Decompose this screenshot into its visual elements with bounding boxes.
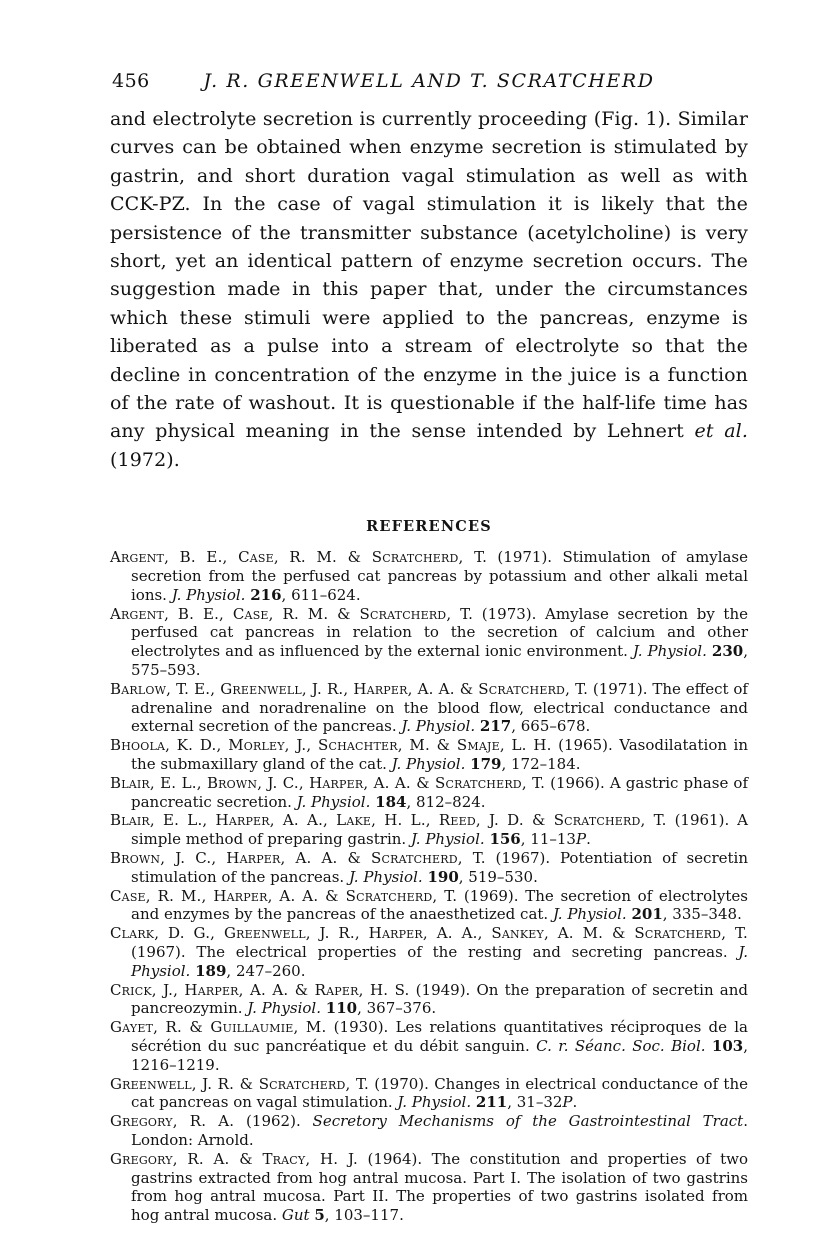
running-head	[110, 68, 748, 94]
text-segment: , 367–376.	[357, 999, 437, 1018]
text-segment: J. Physiol.	[410, 830, 485, 849]
text-segment: J. Physiol.	[296, 792, 371, 811]
text-segment: J. Physiol.	[391, 755, 466, 774]
page-number: 456	[112, 70, 150, 92]
reference-item	[110, 849, 748, 887]
text-segment: 190	[427, 867, 459, 886]
reference-item	[110, 811, 748, 849]
text-segment: Clark, D. G., Greenwell, J. R., Harper, A. A., Sankey, A. M. & Scratcherd, T.	[110, 924, 748, 943]
text-segment: .	[586, 830, 591, 849]
reference-item	[110, 924, 748, 980]
text-segment: Argent, B. E., Case, R. M. & Scratcherd, T.	[110, 604, 474, 623]
reference-item	[110, 736, 748, 774]
text-segment: Secretory Mechanisms of the Gastrointestinal Tract	[312, 1112, 744, 1131]
text-segment: J. Physiol.	[247, 999, 321, 1018]
text-segment: 5	[314, 1206, 325, 1225]
reference-item	[110, 887, 748, 925]
text-segment: and electrolyte secretion is currently proceeding (Fig. 1). Similar curves can be obtained when enzyme secretion is stimulated by gastrin, and short duration vagal stimulation as well as with CCK-PZ. In the case of vagal stimulation it is likely that the persistence of the transmitter substance (acetylcholine) is very short, yet an identical pattern of enzyme secretion occurs. The suggestion made in this paper that, under the circumstances which these stimuli were applied to the pancreas, enzyme is liberated as a pulse into a stream of electrolyte so that the decline in concentration of the enzyme in the juice is a function of the rate of washout. It is questionable if the half-life time has any physical meaning in the sense intended by Lehnert	[110, 108, 748, 443]
body-paragraph	[110, 105, 748, 474]
text-segment: 156	[489, 830, 521, 849]
text-segment: .	[572, 1093, 578, 1112]
text-segment: (1971). Stimulation of amylase secretion from the perfused cat pancreas by potassium and other alkali metal ions.	[131, 548, 749, 604]
text-segment: (1967). Potentiation of secretin stimulation of the pancreas.	[131, 849, 748, 886]
text-segment: , 31–32	[507, 1093, 563, 1112]
text-segment: (1966). A gastric phase of pancreatic secretion.	[131, 773, 748, 811]
text-segment: 179	[470, 755, 502, 774]
text-segment: 201	[631, 905, 663, 924]
text-segment: Blair, E. L., Harper, A. A., Lake, H. L., Reed, J. D. & Scratcherd, T.	[110, 811, 667, 830]
text-segment: J. Physiol.	[401, 717, 476, 736]
text-segment: 216	[250, 585, 282, 604]
text-segment: (1973). Amylase secretion by the perfused cat pancreas in relation to the secretion of calcium and other electrolytes and as influenced by the external ionic environment.	[131, 604, 748, 661]
text-segment: 211	[475, 1093, 508, 1112]
text-segment: (1967). The electrical properties of the resting and secreting pancreas.	[131, 943, 739, 962]
reference-item	[110, 680, 748, 736]
text-segment: Brown, J. C., Harper, A. A. & Scratcherd, T.	[110, 849, 486, 868]
text-segment: . London: Arnold.	[131, 1112, 748, 1149]
text-segment: Crick, J., Harper, A. A. & Raper, H. S.	[110, 980, 410, 999]
text-segment: J. Physiol.	[131, 943, 748, 980]
text-segment: Gregory, R. A.	[110, 1112, 235, 1131]
text-segment: (1972).	[110, 448, 180, 471]
reference-item	[110, 1112, 748, 1150]
text-segment: P	[562, 1093, 573, 1112]
text-segment: (1970). Changes in electrical conductance of the cat pancreas on vagal stimulation.	[131, 1074, 748, 1112]
references-list	[110, 548, 748, 1225]
text-segment: J. Physiol.	[632, 642, 707, 661]
text-segment: Gut	[281, 1206, 310, 1225]
text-segment: J. Physiol.	[552, 905, 627, 924]
text-segment: Gregory, R. A. & Tracy, H. J.	[110, 1149, 358, 1168]
text-segment: (1961). A simple method of preparing gastrin.	[131, 811, 749, 849]
reference-item	[110, 981, 748, 1019]
text-segment: (1969). The secretion of electrolytes and enzymes by the pancreas of the anaesthetized cat.	[131, 886, 748, 924]
page-content	[110, 68, 748, 1225]
text-segment: (1930). Les relations quantitatives réciproques de la sécrétion du suc pancréatique et du débit sanguin.	[131, 1018, 748, 1055]
text-segment: 217	[479, 717, 512, 736]
text-segment: 110	[325, 999, 358, 1018]
text-segment: Barlow, T. E., Greenwell, J. R., Harper, A. A. & Scratcherd, T.	[110, 679, 589, 698]
text-segment: , 335–348.	[662, 905, 742, 924]
reference-item	[110, 1150, 748, 1225]
reference-item	[110, 605, 748, 680]
text-segment: Bhoola, K. D., Morley, J., Schachter, M. & Smaje, L. H.	[110, 736, 552, 755]
text-segment: , 575–593.	[131, 642, 748, 680]
reference-item	[110, 1018, 748, 1074]
text-segment: J. Physiol.	[171, 585, 246, 604]
text-segment: et al.	[694, 420, 748, 443]
text-segment: 189	[195, 961, 227, 980]
text-segment: (1964). The constitution and properties of two gastrins extracted from hog antral mucosa. Part I. The isolation of two gastrins from hog antral mucosa. Part II. The properties of two gastrins isolated from hog antral mucosa.	[131, 1149, 748, 1225]
text-segment: , 1216–1219.	[131, 1037, 749, 1074]
text-segment: , 103–117.	[324, 1206, 404, 1225]
text-segment: , 519–530.	[458, 867, 538, 886]
text-segment: , 812–824.	[406, 792, 486, 811]
text-segment: , 11–13	[520, 830, 576, 849]
text-segment: Blair, E. L., Brown, J. C., Harper, A. A. & Scratcherd, T.	[110, 773, 546, 792]
text-segment: , 611–624.	[281, 585, 361, 604]
text-segment: , 665–678.	[511, 717, 591, 736]
text-segment: 103	[711, 1037, 744, 1055]
text-segment: (1965). Vasodilatation in the submaxillary gland of the cat.	[131, 736, 748, 774]
text-segment: Argent, B. E., Case, R. M. & Scratcherd, T.	[110, 548, 488, 567]
references-heading: REFERENCES	[366, 518, 492, 536]
text-segment: (1962).	[234, 1112, 313, 1131]
text-segment: J. Physiol.	[348, 867, 423, 886]
reference-item	[110, 774, 748, 812]
text-segment: (1949). On the preparation of secretin and pancreozymin.	[131, 980, 748, 1018]
text-segment: Gayet, R. & Guillaumie, M.	[110, 1018, 327, 1037]
text-segment: 184	[375, 792, 407, 811]
text-segment: 230	[711, 642, 744, 661]
text-segment: , 172–184.	[501, 755, 581, 774]
text-segment: (1971). The effect of adrenaline and noradrenaline on the blood flow, electrical conductance and external secretion of the pancreas.	[131, 679, 748, 736]
reference-item	[110, 1075, 748, 1113]
reference-item	[110, 548, 748, 604]
text-segment: C. r. Séanc. Soc. Biol.	[536, 1037, 706, 1055]
text-segment: , 247–260.	[226, 961, 306, 980]
text-segment: J. Physiol.	[397, 1093, 472, 1112]
running-title: J. R. GREENWELL AND T. SCRATCHERD	[203, 70, 655, 92]
text-segment: Case, R. M., Harper, A. A. & Scratcherd, T.	[110, 886, 458, 905]
text-segment: P	[575, 830, 587, 849]
text-segment: Greenwell, J. R. & Scratcherd, T.	[110, 1074, 369, 1093]
